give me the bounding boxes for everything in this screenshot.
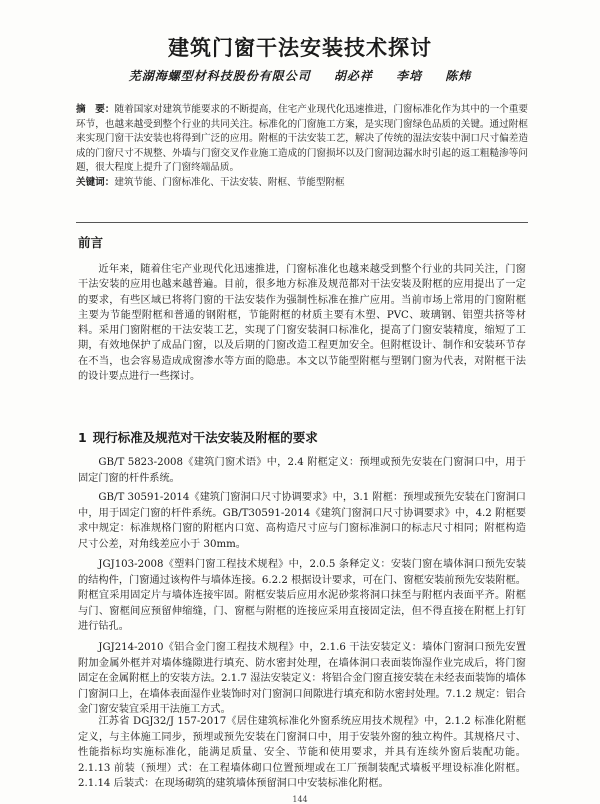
section-heading-preface [78, 233, 103, 251]
body-paragraph: 近年来，随着住宅产业现代化迅速推进，门窗标准化也越来越受到整个行业的共同关注，门窗干法安装的应用也越来越普遍。目前，很多地方标准及规范都对干法安装及附框的应用提出了一定的要求，有些区域已将将门窗的干法安装作为强制性标准在推广应用。当前市场上常用的门窗附框主要为节能型附框和普通的钢附框，节能附框的材质主要有木塑、PVC、玻璃钢、铝塑共挤等材料。采用门窗附框的干法安装工艺，实现了门窗安装洞口标准化，提高了门窗安装精度，缩短了工期，有效地保护了成品门窗，以及后期的门窗改造工程更加安全。但附框设计、制作和安装环节存在不当，也会容易造成成窗渗水等方面的隐患。本文以节能型附框与塑钢门窗为代表，对附框干法的设计要点进行一些探讨。 [78, 264, 526, 383]
section-heading-1 [78, 428, 318, 446]
affiliation: 芜湖海螺型材科技股份有限公司 [128, 69, 311, 83]
author-name: 陈炜 [445, 69, 472, 83]
abstract-label: 摘 要： [76, 104, 115, 115]
keywords-label: 关键词： [76, 176, 115, 188]
abstract-block [76, 103, 528, 191]
section-heading-text: 现行标准及规范对干法安装及附框的要求 [92, 430, 318, 445]
abstract-paragraph [76, 103, 528, 176]
body-paragraph: GB/T 5823-2008《建筑门窗术语》中，2.4 附框定义：预埋或预先安装在门窗洞口中，用于固定门窗的杆件系统。 [78, 457, 526, 484]
keywords-text: 建筑节能、门窗标准化、干法安装、附框、节能型附框 [114, 176, 345, 188]
body-paragraph: GB/T 30591-2014《建筑门窗洞口尺寸协调要求》中，3.1 附框：预埋或预先安装在门窗洞口中，用于固定门窗的杆件系统。GB/T30591-2014《建筑门窗洞口尺寸协调要求》中，4.2 附框要求中规定：标准规格门窗的附框内口宽、高构造尺寸应与门窗标准洞口的标志尺寸相同；附框构造尺寸公差，对角线差应小于 30mm。 [78, 492, 526, 550]
body-paragraph: 江苏省 DGJ32/J 157-2017《居住建筑标准化外窗系统应用技术规程》中，2.1.2 标准化附框定义，与主体施工同步，预埋或预先安装在门窗洞口中，用于安装外窗的独立构件。其规格尺寸、性能指标均实施标准化，能满足质量、安全、节能和使用要求，并具有连续外窗后装配功能。2.1.13 前装（预埋）式：在工程墙体砌口位置预埋或在工厂预制装配式墙板平埋设标准化附框。2.1.14 后装式：在现场砌筑的建筑墙体预留洞口中安装标准化附框。 [78, 716, 526, 790]
body-paragraph: JGJ214-2010《铝合金门窗工程技术规程》中，2.1.6 干法安装定义：墙体门窗洞口预先安置附加金属外框并对墙体缝隙进行填充、防水密封处理，在墙体洞口表面装饰湿作业完成后，将门窗固定在金属附框上的安装方法。2.1.7 湿法安装定义：将铝合金门窗直接安装在未经表面装饰的墙体门窗洞口上，在墙体表面湿作业装饰时对门窗洞口间隙进行填充和防水密封处理。7.1.2 规定：铝合金门窗安装宜采用干法施工方式。 [78, 642, 526, 716]
keywords-line [76, 176, 528, 191]
paper-title: 建筑门窗干法安装技术探讨 [168, 36, 432, 60]
page-number: 144 [292, 795, 308, 804]
author-line [0, 67, 600, 84]
abstract-divider [76, 222, 528, 223]
body-paragraph: JGJ103-2008《塑料门窗工程技术规程》中，2.0.5 条释定义：安装门窗在墙体洞口预先安装的结构件，门窗通过该构件与墙体连接。6.2.2 根据设计要求，可在门、窗框安装前预先安装附框。附框宜采用固定片与墙体连接牢固。附框安装后应用水泥砂浆将洞口抹至与附框内表面平齐。附框与门、窗框间应预留伸缩缝，门、窗框与附框的连接应采用直接固定法，但不得直接在附框上打钉进行钻孔。 [78, 559, 526, 633]
abstract-text: 随着国家对建筑节能要求的不断提高，住宅产业现代化迅速推进，门窗标准化作为其中的一个重要环节，也越来越受到整个行业的共同关注。标准化的门窗施工方案，是实现门窗绿色品质的关键。通过附框来实现门窗干法安装也将得到广泛的应用。附框的干法安装工艺，解决了传统的湿法安装中洞口尺寸偏差造成的门窗尺寸不规整、外墙与门窗交叉作业施工造成的门窗损坏以及门窗洞边漏水时引起的返工粗糙渗等问题，很大程度上提升了门窗终端品质。 [76, 104, 529, 174]
section-number: 1 [78, 430, 87, 445]
author-name: 胡必祥 [333, 69, 373, 83]
author-name: 李培 [396, 69, 423, 83]
section-heading-text: 前言 [78, 235, 104, 250]
